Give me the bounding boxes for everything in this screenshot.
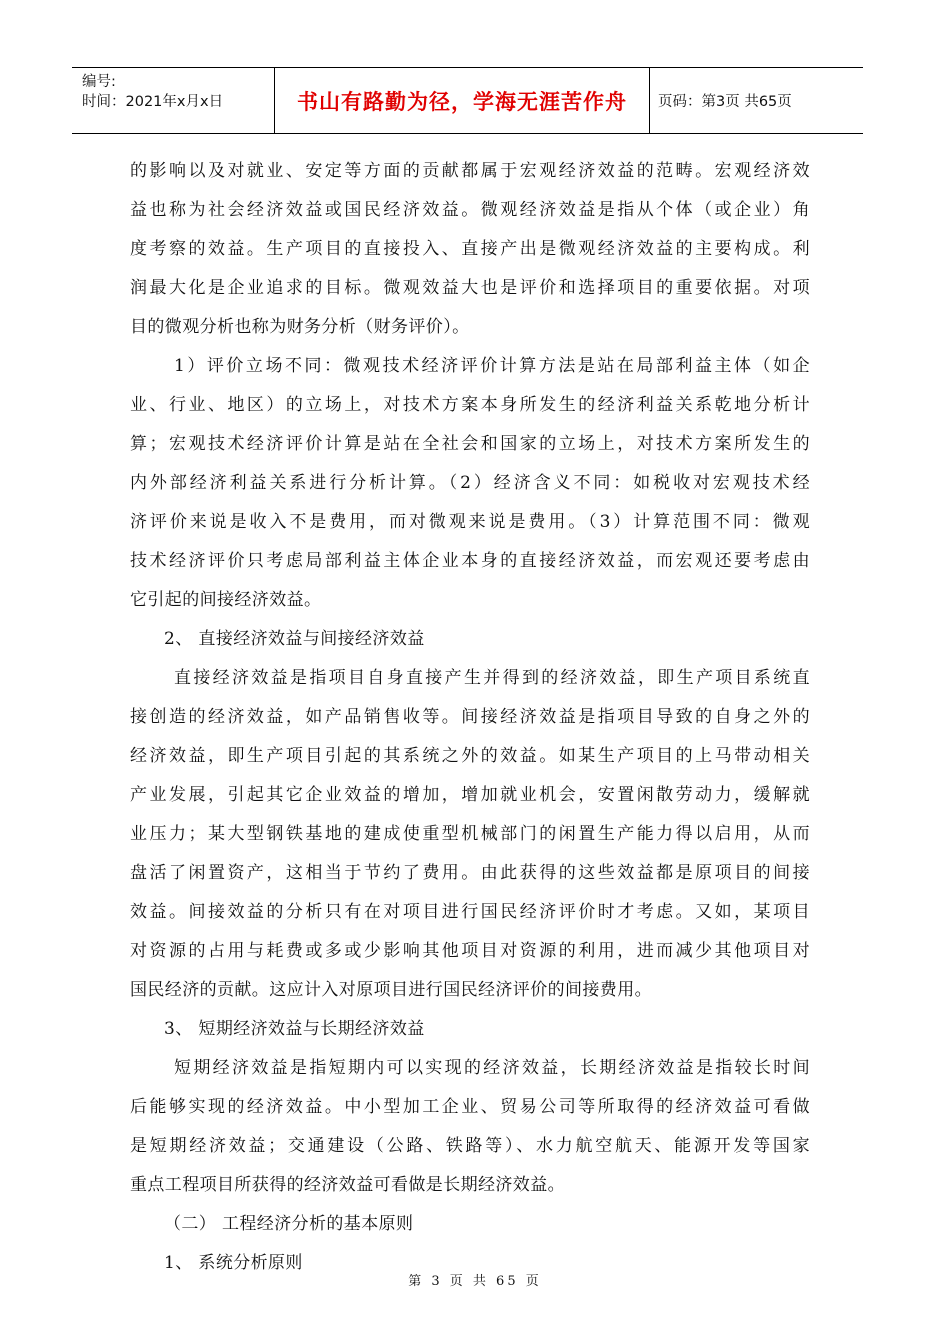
page-header (72, 67, 863, 134)
text-line: 产业发展，引起其它企业效益的增加，增加就业机会，安置闲散劳动力，缓解就 (130, 785, 810, 805)
text-line: 它引起的间接经济效益。 (130, 590, 322, 610)
header-meta (72, 68, 274, 133)
document-body (130, 152, 810, 1283)
text-line: 盘活了闲置资产，这相当于节约了费用。由此获得的这些效益都是原项目的间接 (130, 863, 810, 883)
section-heading: 3、 短期经济效益与长期经济效益 (164, 1019, 425, 1039)
text-line: 算；宏观技术经济评价计算是站在全社会和国家的立场上，对技术方案所发生的 (130, 434, 810, 454)
text-line: 业、行业、地区）的立场上，对技术方案本身所发生的经济利益关系乾地分析计 (130, 395, 810, 415)
text-line: 益也称为社会经济效益或国民经济效益。微观经济效益是指从个体（或企业）角 (130, 200, 810, 220)
text-line: 短期经济效益是指短期内可以实现的经济效益，长期经济效益是指较长时间 (174, 1058, 810, 1078)
section-heading: 2、 直接经济效益与间接经济效益 (164, 629, 425, 649)
header-page-info (650, 68, 863, 133)
text-line: 度考察的效益。生产项目的直接投入、直接产出是微观经济效益的主要构成。利 (130, 239, 810, 259)
text-line: 效益。间接效益的分析只有在对项目进行国民经济评价时才考虑。又如，某项目 (130, 902, 810, 922)
text-line: 是短期经济效益；交通建设（公路、铁路等）、水力航空航天、能源开发等国家 (130, 1136, 810, 1156)
page-footer: 第 3 页 共 65 页 (408, 1274, 542, 1289)
text-line: 对资源的占用与耗费或多或少影响其他项目对资源的利用，进而减少其他项目对 (130, 941, 810, 961)
header-motto-cell (274, 68, 650, 133)
text-line: 后能够实现的经济效益。中小型加工企业、贸易公司等所取得的经济效益可看做 (130, 1097, 810, 1117)
header-page-label: 页码：第3页 共65页 (658, 94, 792, 110)
text-line: 的影响以及对就业、安定等方面的贡献都属于宏观经济效益的范畴。宏观经济效 (130, 161, 810, 181)
text-line: 国民经济的贡献。这应计入对原项目进行国民经济评价的间接费用。 (130, 980, 652, 1000)
document-time-label: 时间：2021年x月x日 (82, 94, 224, 110)
text-line: 业压力；某大型钢铁基地的建成使重型机械部门的闲置生产能力得以启用，从而 (130, 824, 810, 844)
section-heading: （二） 工程经济分析的基本原则 (164, 1214, 414, 1234)
text-line: 直接经济效益是指项目自身直接产生并得到的经济效益，即生产项目系统直 (174, 668, 810, 688)
text-line: 目的微观分析也称为财务分析（财务评价）。 (130, 317, 470, 337)
text-line: 润最大化是企业追求的目标。微观效益大也是评价和选择项目的重要依据。对项 (130, 278, 810, 298)
text-line: 1）评价立场不同：微观技术经济评价计算方法是站在局部利益主体（如企 (174, 356, 810, 376)
text-line: 重点工程项目所获得的经济效益可看做是长期经济效益。 (130, 1175, 565, 1195)
section-heading: 1、 系统分析原则 (164, 1253, 303, 1273)
text-line: 内外部经济利益关系进行分析计算。（2）经济含义不同：如税收对宏观技术经 (130, 473, 810, 493)
text-line: 经济效益，即生产项目引起的其系统之外的效益。如某生产项目的上马带动相关 (130, 746, 810, 766)
document-number-label: 编号: (82, 74, 116, 90)
text-line: 技术经济评价只考虑局部利益主体企业本身的直接经济效益，而宏观还要考虑由 (130, 551, 810, 571)
text-line: 接创造的经济效益，如产品销售收等。间接经济效益是指项目导致的自身之外的 (130, 707, 810, 727)
text-line: 济评价来说是收入不是费用，而对微观来说是费用。（3）计算范围不同：微观 (130, 512, 810, 532)
header-motto: 书山有路勤为径，学海无涯苦作舟 (297, 89, 627, 114)
